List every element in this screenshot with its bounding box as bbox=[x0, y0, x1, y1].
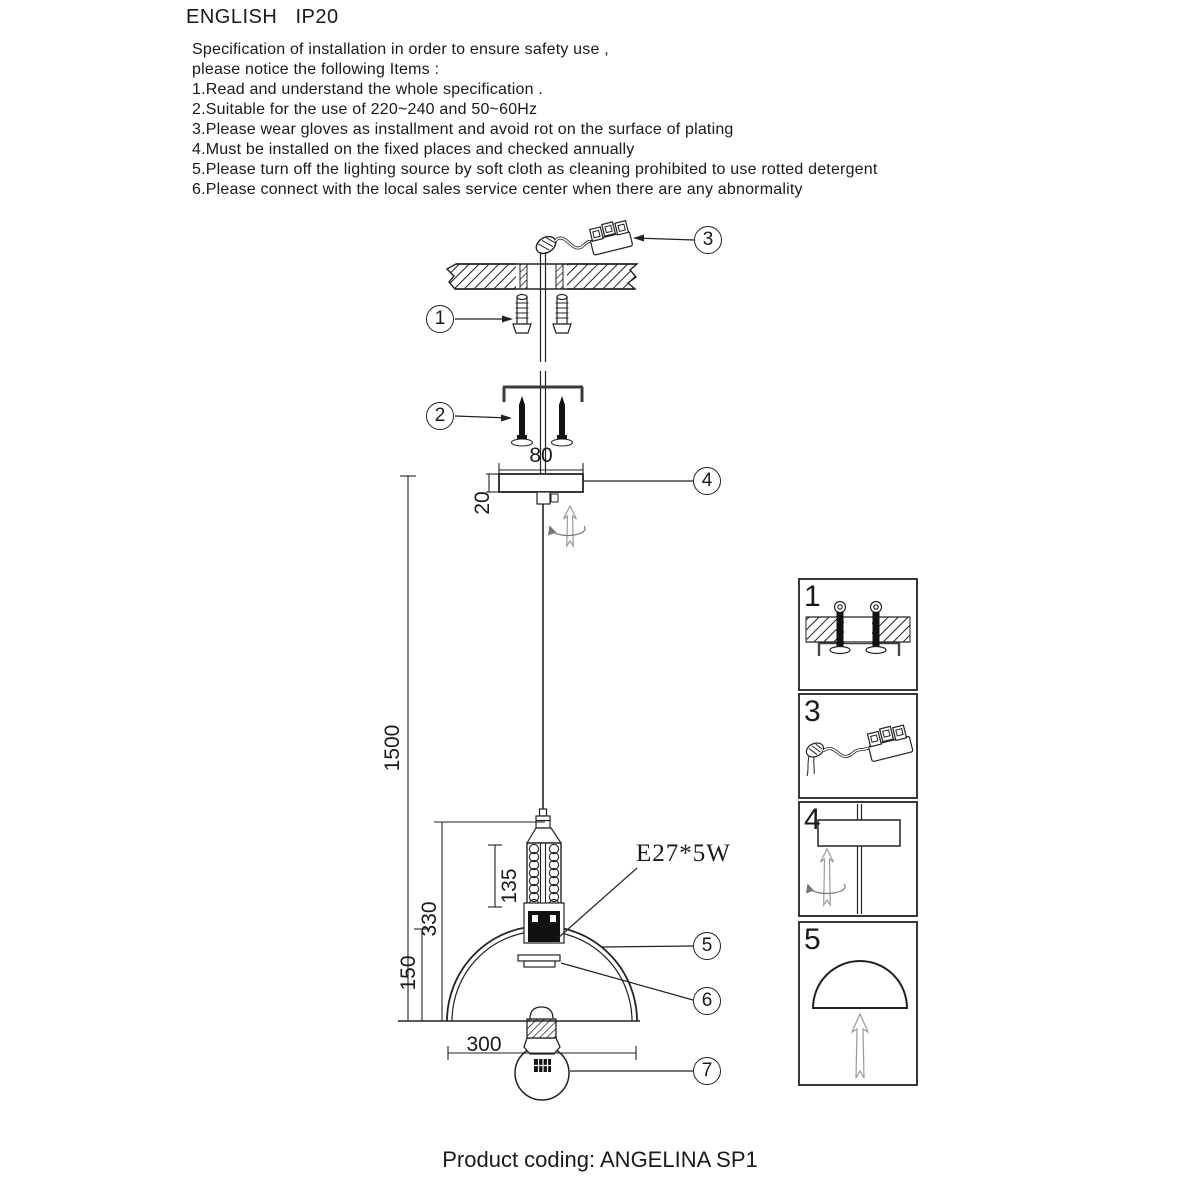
spec-line: please notice the following Items : bbox=[192, 61, 440, 78]
mounting-screws bbox=[512, 396, 573, 446]
dim-shade-height: 150 bbox=[397, 955, 420, 991]
page-title: ENGLISH IP20 bbox=[186, 6, 339, 28]
dim-body-height: 330 bbox=[418, 901, 441, 937]
dim-canopy-height: 20 bbox=[471, 491, 494, 515]
callout-5: 5 bbox=[693, 932, 721, 960]
dim-cage-height: 135 bbox=[498, 868, 521, 904]
spec-line: 4.Must be installed on the fixed places and checked annually bbox=[192, 141, 635, 158]
dim-suspension-length: 1500 bbox=[381, 724, 404, 772]
terminal-block bbox=[587, 218, 633, 255]
dim-shade-diameter: 300 bbox=[466, 1033, 502, 1056]
step-5-number: 5 bbox=[804, 923, 821, 956]
spec-line: 2.Suitable for the use of 220~240 and 50~60Hz bbox=[192, 101, 538, 118]
step-3-number: 3 bbox=[804, 695, 821, 728]
callout-6: 6 bbox=[693, 987, 721, 1015]
callout-7: 7 bbox=[693, 1057, 721, 1085]
callout-leaders bbox=[455, 235, 694, 1072]
lamp-socket bbox=[524, 903, 564, 943]
spec-line: 1.Read and understand the whole specification . bbox=[192, 81, 543, 98]
lamp-cap bbox=[527, 809, 561, 843]
ceiling-section bbox=[447, 263, 637, 291]
step-4-number: 4 bbox=[804, 803, 821, 836]
callout-1: 1 bbox=[426, 305, 454, 333]
mains-connector bbox=[533, 218, 633, 256]
diffuser bbox=[518, 955, 560, 967]
bulb-filament bbox=[534, 1059, 551, 1072]
lamp-cage bbox=[527, 843, 561, 909]
mounting-bracket bbox=[503, 387, 583, 402]
step-1-number: 1 bbox=[804, 580, 821, 613]
spec-list bbox=[192, 40, 878, 200]
spec-line: 6.Please connect with the local sales service center when there are any abnormality bbox=[192, 181, 803, 198]
dim-canopy-width: 80 bbox=[529, 444, 553, 467]
lamp-spec-label: E27*5W bbox=[636, 840, 731, 867]
rotate-arrow bbox=[548, 506, 585, 546]
wall-anchors bbox=[513, 295, 571, 334]
spec-line: 3.Please wear gloves as installment and avoid rot on the surface of plating bbox=[192, 121, 734, 138]
callout-3: 3 bbox=[694, 226, 722, 254]
spec-line: Specification of installation in order to ensure safety use , bbox=[192, 41, 609, 58]
spec-line: 5.Please turn off the lighting source by soft cloth as cleaning prohibited to use rotted detergent bbox=[192, 161, 878, 178]
callout-2: 2 bbox=[426, 402, 454, 430]
dimension-lines bbox=[398, 463, 640, 1060]
product-coding: Product coding: ANGELINA SP1 bbox=[442, 1147, 758, 1172]
callout-4: 4 bbox=[693, 467, 721, 495]
ceiling-canopy bbox=[499, 474, 583, 504]
